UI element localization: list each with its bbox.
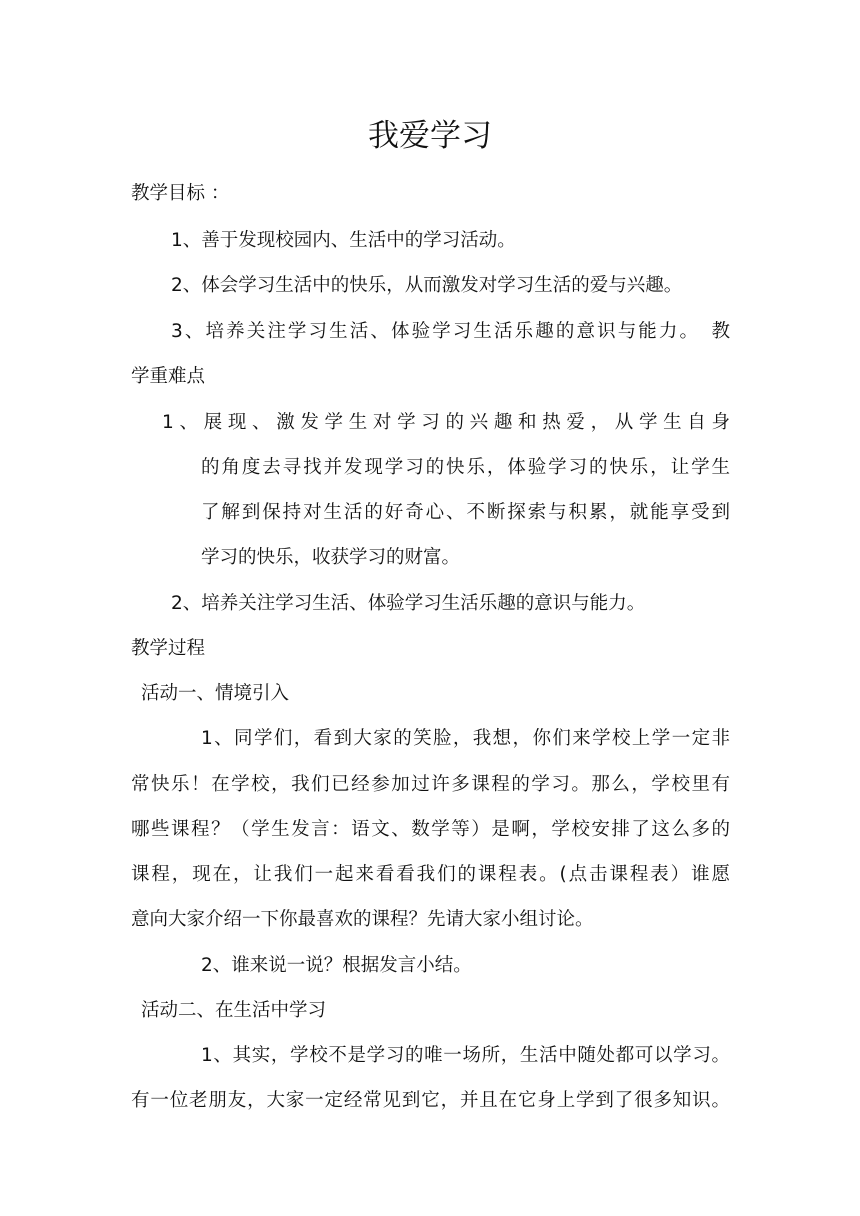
key-point-1-line-1: 1、展现、激发学生对学习的兴趣和热爱，从学生自身 <box>162 412 730 433</box>
activity-1-paragraph-line-5: 意向大家介绍一下你最喜欢的课程？先请大家小组讨论。 <box>131 909 594 930</box>
activity-1-paragraph-line-2: 常快乐！在学校，我们已经参加过许多课程的学习。那么，学校里有 <box>131 774 730 795</box>
objective-item-3: 3、培养关注学习生活、体验学习生活乐趣的意识与能力。 教 <box>171 321 730 342</box>
objective-item-2: 2、体会学习生活中的快乐，从而激发对学习生活的爱与兴趣。 <box>171 275 683 296</box>
section-heading-process: 教学过程 <box>131 638 206 659</box>
activity-1-paragraph-line-1: 1、同学们，看到大家的笑脸，我想，你们来学校上学一定非 <box>201 728 730 749</box>
activity-1-paragraph-line-3: 哪些课程？（学生发言：语文、数学等）是啊，学校安排了这么多的 <box>131 819 730 840</box>
key-point-1-line-2: 的角度去寻找并发现学习的快乐，体验学习的快乐，让学生 <box>201 457 730 478</box>
section-heading-key-points: 学重难点 <box>131 366 206 387</box>
section-heading-objectives: 教学目标 ： <box>131 183 230 204</box>
key-point-2: 2、培养关注学习生活、体验学习生活乐趣的意识与能力。 <box>171 593 646 614</box>
activity-1-item-2: 2、谁来说一说？根据发言小结。 <box>201 955 472 976</box>
objective-item-1: 1、善于发现校园内、生活中的学习活动。 <box>171 230 516 251</box>
activity-2-paragraph-line-2: 有一位老朋友，大家一定经常见到它，并且在它身上学到了很多知识。 <box>131 1090 730 1111</box>
key-point-1-line-3: 了解到保持对生活的好奇心、不断探索与积累，就能享受到 <box>201 502 730 523</box>
activity-1-heading: 活动一、情境引入 <box>141 683 290 704</box>
activity-1-paragraph-line-4: 课程，现在，让我们一起来看看我们的课程表。(点击课程表）谁愿 <box>131 864 730 885</box>
activity-2-paragraph-line-1: 1、其实，学校不是学习的唯一场所，生活中随处都可以学习。 <box>201 1045 730 1066</box>
activity-2-heading: 活动二、在生活中学习 <box>141 1000 327 1021</box>
key-point-1-line-4: 学习的快乐，收获学习的财富。 <box>201 547 461 568</box>
document-title: 我爱学习 <box>368 118 492 154</box>
